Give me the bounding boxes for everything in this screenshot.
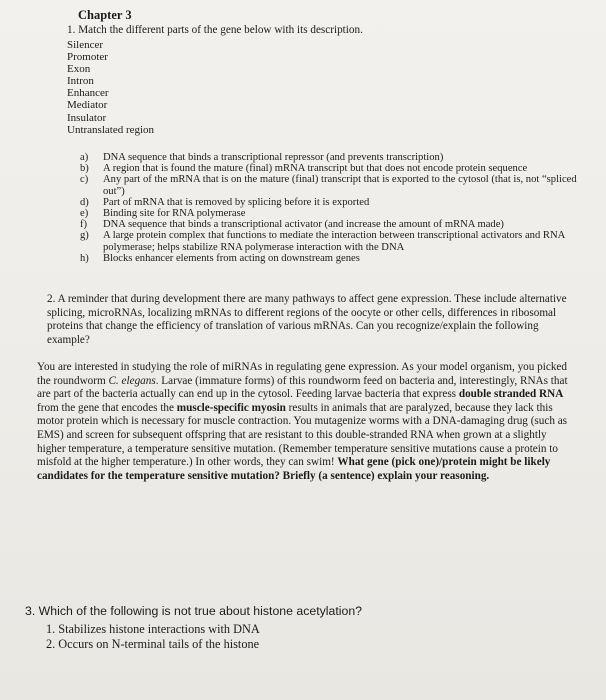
scenario-question: What gene (pick one)/protein might be likely candidates for the temperature sensitive mutation? Briefly (a sentence) explain your reasoning. — [37, 456, 551, 482]
description-item — [80, 152, 580, 163]
description-text: Blocks enhancer elements from acting on downstream genes — [103, 252, 360, 264]
gene-part-item: Silencer — [67, 39, 104, 51]
chapter-heading: Chapter 3 — [78, 8, 132, 22]
description-text: Part of mRNA that is removed by splicing before it is exported — [103, 196, 370, 208]
scenario-text: . Larvae (immature forms) of this roundworm feed on bacteria and, interestingly, RNAs that are part of the bacteria actually can end up in the cytosol. Feeding larvae bacteria that express — [37, 374, 568, 401]
gene-part-item: Untranslated region — [67, 123, 155, 136]
option-item: 2. Occurs on N-terminal tails of the histone — [46, 637, 260, 651]
scenario-bold-term: double stranded RNA — [458, 388, 564, 401]
scenario-text: results in animals that are paralyzed, because they lack this motor protein which is necessary for muscle contraction. You mutagenize worms with a DNA-damaging drug (such as EMS) and screen for subsequent offspring that are resistant to this double-stranded RNA when grown at a slightly higher temperature, a temperature sensitive mutation. (Remember temperature sensitive mutations cause a protein to misfold at the higher temperature.) In other words, they can swim! — [37, 401, 568, 469]
description-item — [80, 197, 580, 208]
gene-part-item: Exon — [67, 63, 91, 76]
gene-part-item: Promoter — [67, 51, 108, 64]
description-text: Any part of the mRNA that is on the mature (final) transcript that is exported to the cytosol (that is, not “spliced out”) — [103, 174, 577, 197]
question-2-scenario — [37, 361, 577, 483]
description-text: A region that is found the mature (final) mRNA transcript but that does not encode protein sequence — [103, 163, 528, 175]
description-letter: f) — [80, 219, 88, 231]
description-text: DNA sequence that binds a transcriptional repressor (and prevents transcription) — [103, 152, 444, 163]
description-letter: b) — [80, 163, 89, 175]
scenario-text: from the gene that encodes the — [37, 401, 177, 414]
description-text: DNA sequence that binds a transcriptional activator (and increase the amount of mRNA made) — [103, 219, 504, 231]
description-letter: d) — [80, 196, 89, 208]
description-letter: h) — [80, 252, 89, 264]
gene-part-item: Intron — [67, 75, 94, 88]
scenario-bold-term: muscle-specific myosin — [176, 401, 286, 414]
option-item: 1. Stabilizes histone interactions with DNA — [46, 622, 260, 636]
scenario-text: You are interested in studying the role of miRNAs in regulating gene expression. As your model organism, you picked the roundworm — [37, 361, 567, 387]
question-3-options — [46, 622, 260, 652]
description-letter: e) — [80, 208, 89, 220]
gene-parts-list — [67, 39, 154, 136]
organism-name: C. elegans — [108, 374, 156, 387]
gene-part-item: Enhancer — [67, 87, 109, 100]
description-letter: g) — [80, 230, 89, 242]
description-text: A large protein complex that functions to mediate the interaction between transcriptional activators and RNA polymerase; helps stabilize RNA polymerase interaction with the DNA — [103, 230, 565, 253]
description-item — [80, 219, 580, 230]
description-item — [80, 174, 580, 196]
question-1-prompt: 1. Match the different parts of the gene below with its description. — [67, 24, 363, 36]
description-letter: c) — [80, 174, 89, 186]
question-2-intro: 2. A reminder that during development there are many pathways to affect gene expression. These include alternative splicing, microRNAs, localizing mRNAs to different regions of the oocyte or other cells, differences in ribosomal proteins that change the efficiency of translation of various mRNAs. Can you recognize/explain the following example? — [47, 293, 567, 346]
descriptions-list — [80, 152, 580, 264]
description-text: Binding site for RNA polymerase — [103, 208, 246, 220]
description-letter: a) — [80, 152, 89, 163]
gene-part-item: Mediator — [67, 99, 108, 112]
description-item — [80, 163, 580, 174]
description-item — [80, 253, 580, 264]
question-3-prompt: 3. Which of the following is not true about histone acetylation? — [25, 604, 362, 618]
description-item — [80, 208, 580, 219]
description-item — [80, 230, 580, 252]
gene-part-item: Insulator — [67, 111, 107, 124]
